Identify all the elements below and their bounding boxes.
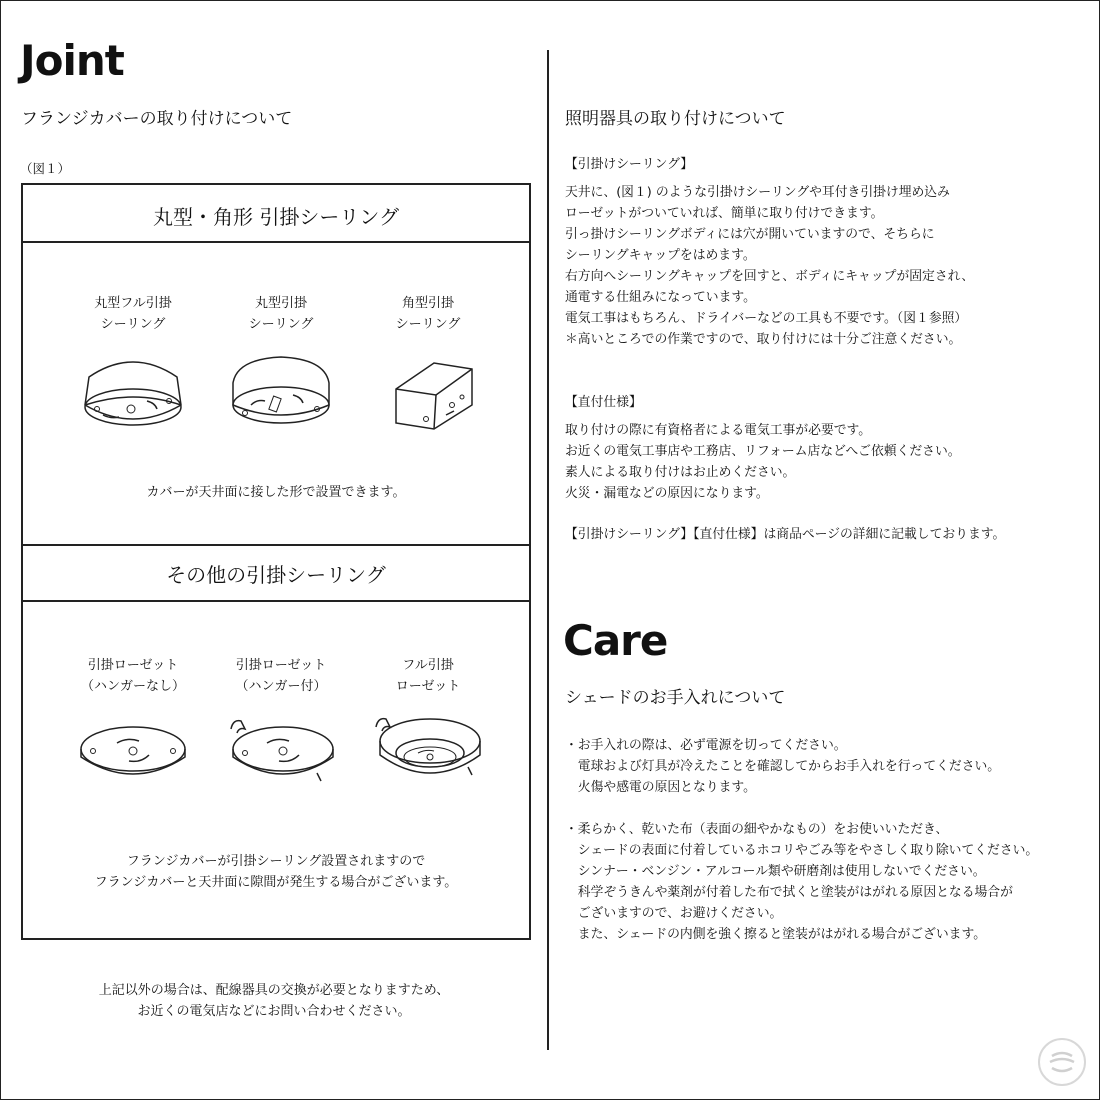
fixture-label-line2: ローゼット	[395, 679, 461, 694]
section2-line: お近くの電気工事店や工務店、リフォーム店などへご依頼ください。	[565, 444, 961, 459]
box2-caption-line2: フランジカバーと天井面に隙間が発生する場合がございます。	[94, 875, 458, 890]
section1-line: 通電する仕組みになっています。	[565, 290, 756, 305]
box2-heading: その他の引掛シーリング	[166, 563, 386, 587]
bottom-note	[21, 980, 527, 1022]
section1-line: ローゼットがついていれば、簡単に取り付けできます。	[565, 206, 884, 221]
care2-line: ・柔らかく、乾いた布（表面の細やかなもの）をお使いいただき、	[565, 822, 949, 837]
section1-line: シーリングキャップをはめます。	[565, 248, 756, 263]
section2-line: 素人による取り付けはお止めください。	[565, 465, 796, 480]
column-divider	[547, 50, 549, 1050]
fixture-label-line1: 丸型引掛	[254, 296, 307, 311]
fixture-label-line2: シーリング	[100, 317, 166, 332]
fixture-square	[363, 293, 493, 439]
fixture-round	[216, 293, 346, 439]
square-ceiling-icon	[368, 349, 488, 439]
section1-heading: 【引掛けシーリング】	[565, 157, 694, 172]
round-full-ceiling-icon	[73, 349, 193, 439]
care1-line: 電球および灯具が冷えたことを確認してからお手入れを行ってください。	[565, 759, 1001, 774]
care1-line: ・お手入れの際は、必ず電源を切ってください。	[565, 738, 847, 753]
fixture-round-full	[68, 293, 198, 439]
rosette-no-hanger-icon	[73, 711, 193, 791]
round-ceiling-icon	[221, 349, 341, 439]
joint-title: Joint	[20, 36, 124, 85]
rosette-hanger-icon	[221, 711, 341, 791]
install-subtitle: 照明器具の取り付けについて	[565, 109, 786, 129]
section1-line: ＊高いところでの作業ですので、取り付けには十分ご注意ください。	[565, 332, 962, 347]
care-subtitle: シェードのお手入れについて	[565, 688, 786, 708]
section1-body	[565, 182, 1085, 350]
section-ceiling	[565, 154, 1085, 350]
figure-label: （図１）	[20, 161, 71, 176]
care-title: Care	[563, 616, 668, 665]
section1-line: 天井に、(図１) のような引掛けシーリングや耳付き引掛け埋め込み	[565, 185, 950, 200]
care2-line: 科学ぞうきんや薬剤が付着した布で拭くと塗装がはがれる原因となる場合が	[565, 885, 1013, 900]
box-section-divider	[23, 544, 529, 546]
full-rosette-icon	[368, 711, 488, 791]
section2-heading: 【直付仕様】	[565, 395, 642, 410]
bottom-note-line1: 上記以外の場合は、配線器具の交換が必要となりますため、	[98, 983, 450, 998]
care2-line: シンナー・ベンジン・アルコール類や研磨剤は使用しないでください。	[565, 864, 986, 879]
fixture-label-line1: 丸型フル引掛	[94, 296, 172, 311]
section2-line: 取り付けの際に有資格者による電気工事が必要です。	[565, 423, 872, 438]
fixture-label-line2: シーリング	[395, 317, 461, 332]
bottom-note-line2: お近くの電気店などにお問い合わせください。	[137, 1004, 411, 1019]
care-section-1	[565, 735, 1085, 798]
care2-line: また、シェードの内側を強く擦ると塗装がはがれる場合がございます。	[565, 927, 987, 942]
fixture-label-line2: （ハンガーなし）	[80, 679, 185, 694]
fixture-label-line1: 角型引掛	[401, 296, 454, 311]
fixture-label-line1: フル引掛	[402, 658, 454, 673]
fixture-full-rosette	[363, 655, 493, 791]
flange-subtitle: フランジカバーの取り付けについて	[21, 109, 293, 129]
box2-caption-line1: フランジカバーが引掛シーリング設置されますので	[126, 854, 426, 869]
section3-note: 【引掛けシーリング】【直付仕様】は商品ページの詳細に記載しております。	[565, 527, 1006, 542]
fixture-label-line1: 引掛ローゼット	[235, 658, 327, 673]
care1-line: 火傷や感電の原因となります。	[565, 780, 756, 795]
section1-line: 電気工事はもちろん、ドライバーなどの工具も不要です。（図１参照）	[565, 311, 968, 326]
section1-line: 右方向へシーリングキャップを回すと、ボディにキャップが固定され、	[565, 269, 974, 284]
fixture-rosette-hanger	[216, 655, 346, 791]
box1-heading: 丸型・角形 引掛シーリング	[153, 205, 399, 229]
fixture-label-line2: （ハンガー付）	[235, 679, 327, 694]
section1-line: 引っ掛けシーリングボディには穴が開いていますので、そちらに	[565, 227, 935, 242]
box2-heading-divider	[23, 600, 529, 602]
box1-caption: カバーが天井面に接した形で設置できます。	[146, 485, 406, 500]
section-direct	[565, 392, 1085, 545]
fixture-label-line2: シーリング	[248, 317, 314, 332]
fixture-label-line1: 引掛ローゼット	[87, 658, 179, 673]
box1-heading-divider	[23, 241, 529, 243]
ceiling-types-box	[21, 183, 531, 940]
section2-body	[565, 420, 1085, 504]
care2-line: ございますので、お避けください。	[565, 906, 783, 921]
care-section-2	[565, 819, 1085, 945]
section2-line: 火災・漏電などの原因になります。	[565, 486, 769, 501]
care2-line: シェードの表面に付着しているホコリやごみ等をやさしく取り除いてください。	[565, 843, 1039, 858]
fixture-rosette-no-hanger	[68, 655, 198, 791]
brand-logo-icon	[1038, 1038, 1086, 1086]
